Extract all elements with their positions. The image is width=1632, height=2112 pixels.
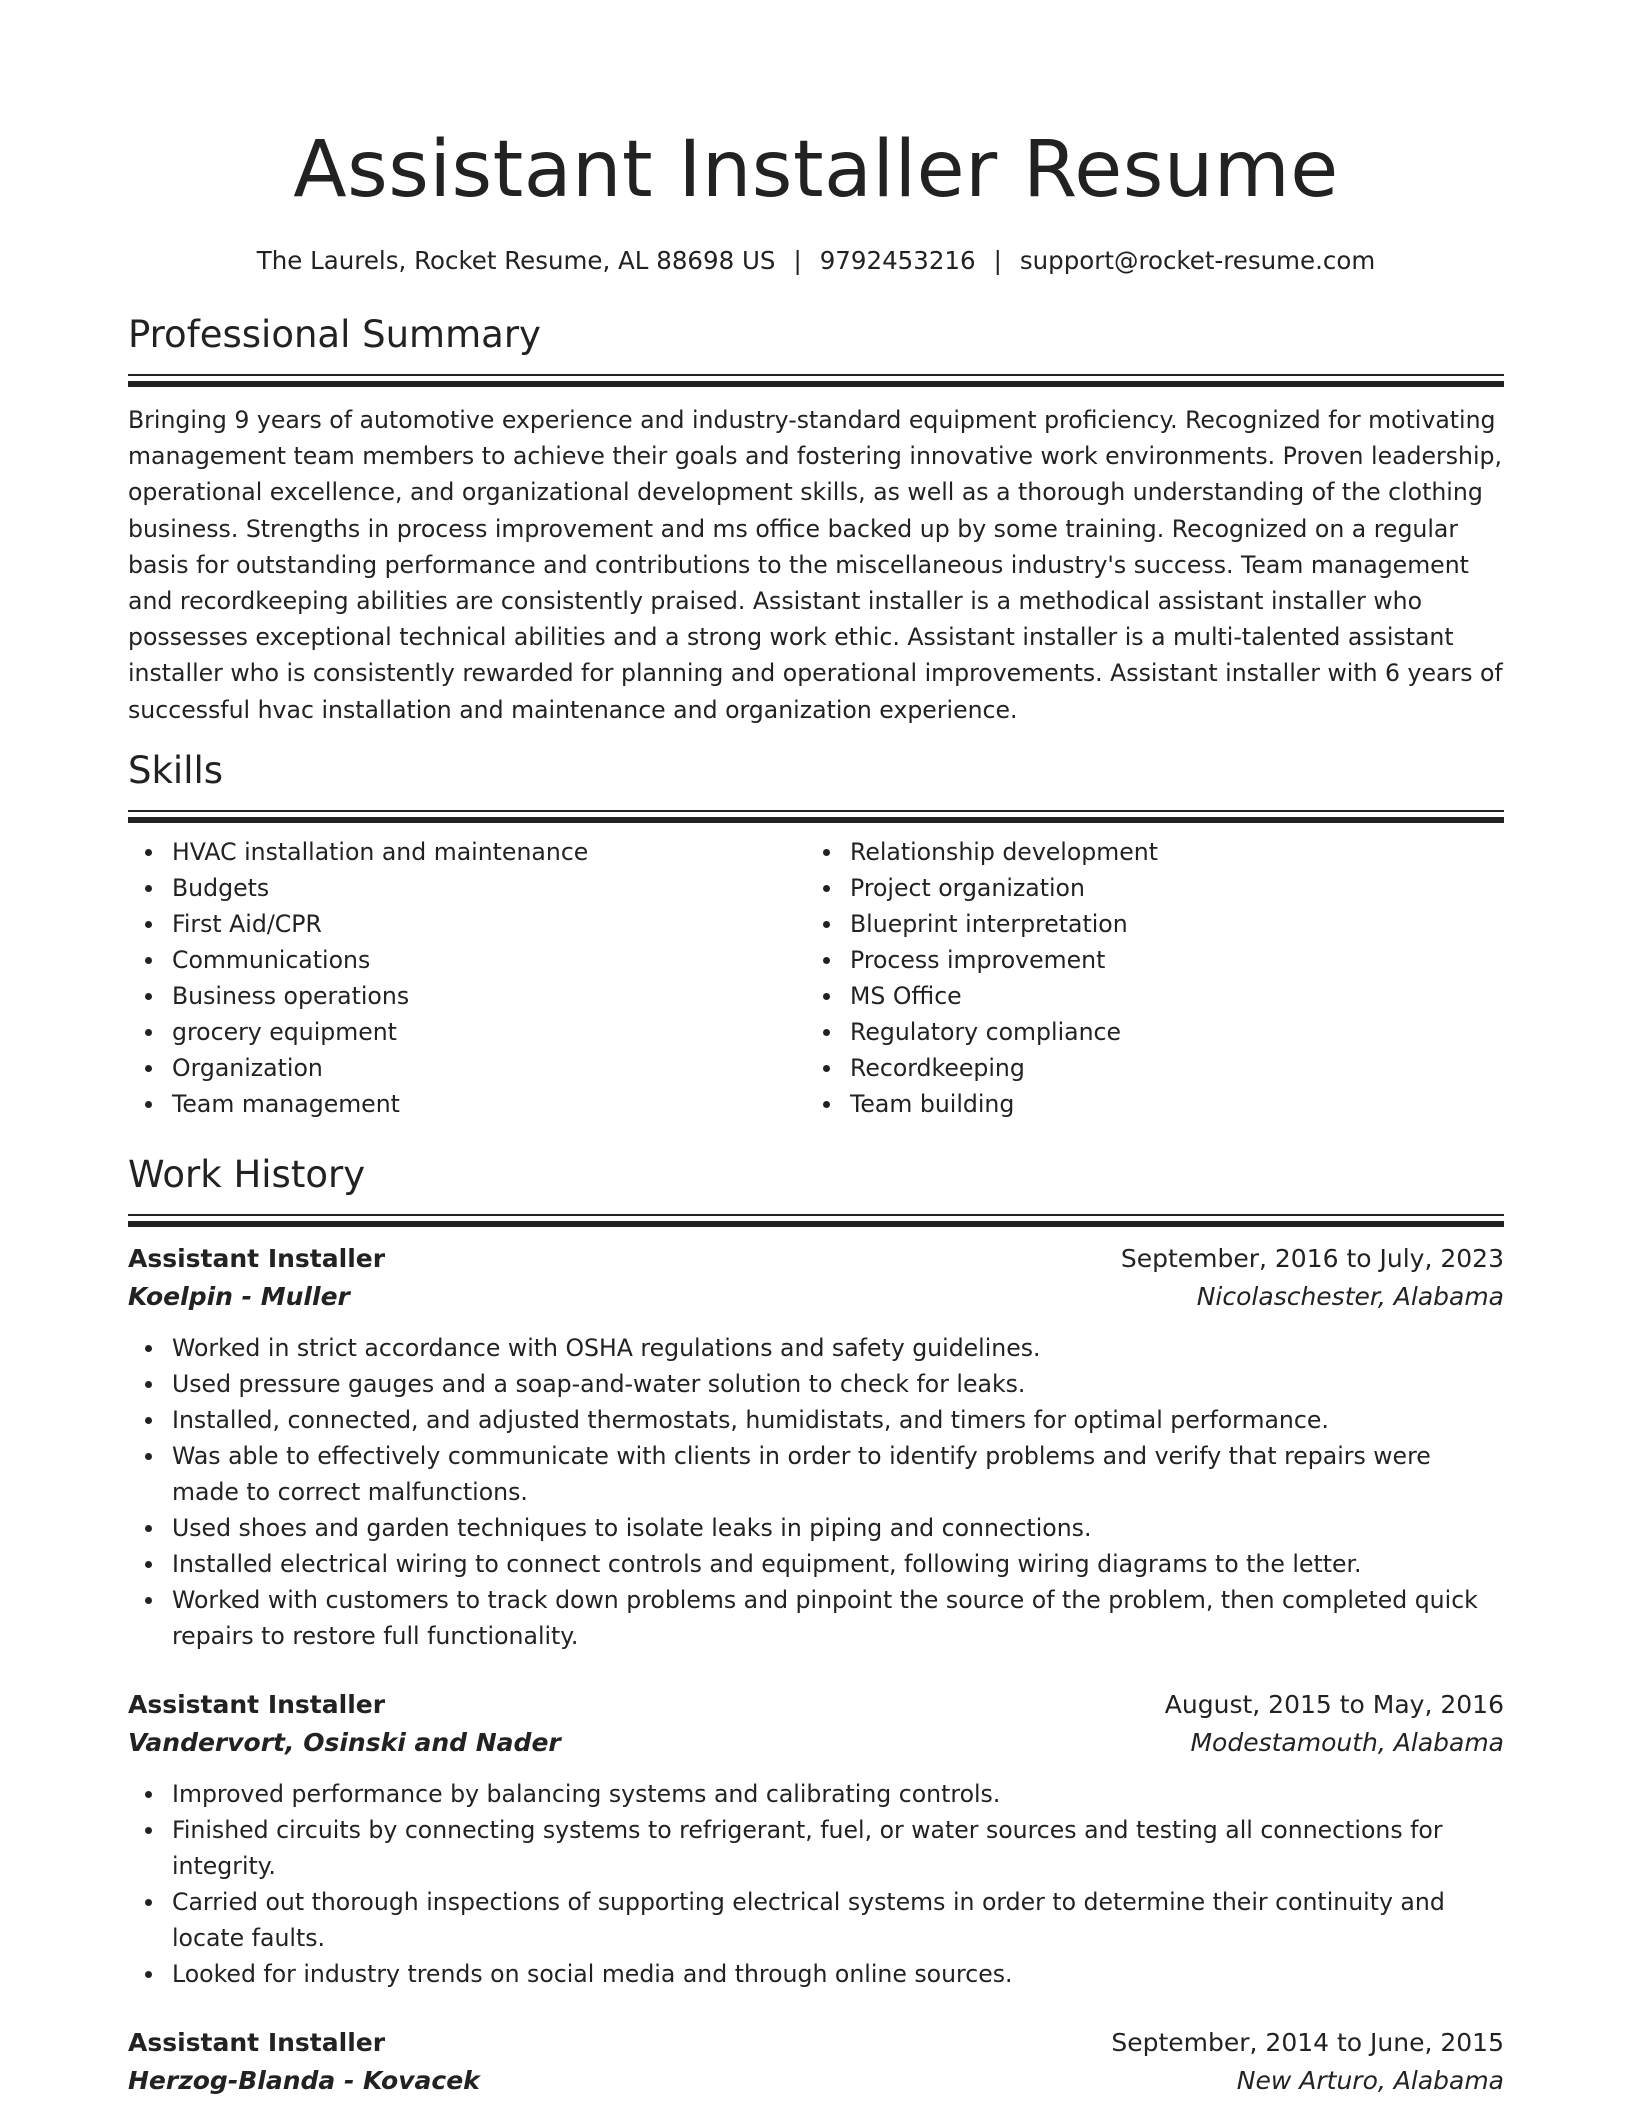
skill-item: Team management	[172, 1086, 806, 1122]
contact-address: The Laurels, Rocket Resume, AL 88698 US	[256, 246, 776, 275]
skill-item: Process improvement	[850, 942, 1484, 978]
job-entry	[128, 1686, 1504, 1992]
job-bullet: Carried out thorough inspections of supporting electrical systems in order to determine their continuity and locate faults.	[172, 1884, 1504, 1956]
skills-column-right	[806, 834, 1484, 1122]
job-bullet: Used shoes and garden techniques to isolate leaks in piping and connections.	[172, 1510, 1504, 1546]
skill-item: HVAC installation and maintenance	[172, 834, 806, 870]
contact-phone: 9792453216	[819, 246, 976, 275]
skills-column-left	[128, 834, 806, 1122]
skill-item: Project organization	[850, 870, 1484, 906]
skill-item: First Aid/CPR	[172, 906, 806, 942]
job-header-row	[128, 1240, 1504, 1278]
job-dates: September, 2016 to July, 2023	[1120, 1243, 1504, 1273]
job-title: Assistant Installer	[128, 1689, 386, 1719]
job-bullet: Was able to effectively communicate with clients in order to identify problems and verify that repairs were made to correct malfunctions.	[172, 1438, 1504, 1510]
contact-separator: |	[793, 246, 802, 275]
job-subheader-row	[128, 1278, 1504, 1316]
job-subheader-row	[128, 1724, 1504, 1762]
skill-item: Organization	[172, 1050, 806, 1086]
skill-item: MS Office	[850, 978, 1484, 1014]
job-entry	[128, 2024, 1504, 2100]
skill-item: Relationship development	[850, 834, 1484, 870]
job-bullet: Looked for industry trends on social media and through online sources.	[172, 1956, 1504, 1992]
job-header-row	[128, 2024, 1504, 2062]
contact-line	[128, 244, 1504, 278]
summary-section	[128, 308, 1504, 728]
section-heading-skills: Skills	[128, 748, 224, 792]
job-company: Herzog-Blanda - Kovacek	[128, 2065, 480, 2095]
section-divider	[128, 1214, 1504, 1228]
section-divider	[128, 810, 1504, 824]
job-location: New Arturo, Alabama	[1236, 2065, 1504, 2095]
skills-section	[128, 744, 1504, 1122]
work-history-section	[128, 1148, 1504, 2100]
skill-item: Blueprint interpretation	[850, 906, 1484, 942]
skill-item: Recordkeeping	[850, 1050, 1484, 1086]
section-heading-work-history: Work History	[128, 1152, 366, 1196]
skill-item: Budgets	[172, 870, 806, 906]
job-subheader-row	[128, 2062, 1504, 2100]
skill-item: Regulatory compliance	[850, 1014, 1484, 1050]
section-heading-summary: Professional Summary	[128, 313, 541, 356]
summary-text: Bringing 9 years of automotive experience and industry-standard equipment proficiency. Recognized for motivating management team members to achieve their goals and fostering innovative work environments. Proven leadership, operational excellence, and organizational development skills, as well as a thorough understanding of the clothing business. Strengths in process improvement and ms office backed up by some training. Recognized on a regular basis for outstanding performance and contributions to the miscellaneous industry's success. Team management and recordkeeping abilities are consistently praised. Assistant installer is a methodical assistant installer who possesses exceptional technical abilities and a strong work ethic. Assistant installer is a multi-talented assistant installer who is consistently rewarded for planning and operational improvements. Assistant installer with 6 years of successful hvac installation and maintenance and organization experience.	[128, 406, 1503, 724]
job-bullet: Installed electrical wiring to connect controls and equipment, following wiring diagrams to the letter.	[172, 1546, 1504, 1582]
job-bullet: Worked in strict accordance with OSHA regulations and safety guidelines.	[172, 1330, 1504, 1366]
job-bullet: Installed, connected, and adjusted thermostats, humidistats, and timers for optimal performance.	[172, 1402, 1504, 1438]
job-dates: September, 2014 to June, 2015	[1111, 2027, 1504, 2057]
skills-list	[128, 834, 1504, 1122]
job-bullet: Used pressure gauges and a soap-and-water solution to check for leaks.	[172, 1366, 1504, 1402]
job-header-row	[128, 1686, 1504, 1724]
resume-page	[128, 0, 1504, 2100]
job-entry	[128, 1240, 1504, 1654]
skill-item: Communications	[172, 942, 806, 978]
job-bullets	[128, 1330, 1504, 1654]
skill-item: Team building	[850, 1086, 1484, 1122]
contact-email: support@rocket-resume.com	[1019, 246, 1376, 275]
job-title: Assistant Installer	[128, 2027, 386, 2057]
section-divider	[128, 374, 1504, 388]
job-bullet: Improved performance by balancing systems and calibrating controls.	[172, 1776, 1504, 1812]
job-bullets	[128, 1776, 1504, 1992]
job-company: Koelpin - Muller	[128, 1281, 350, 1311]
page-title: Assistant Installer Resume	[293, 125, 1339, 215]
skill-item: grocery equipment	[172, 1014, 806, 1050]
job-location: Modestamouth, Alabama	[1190, 1727, 1504, 1757]
job-bullet: Finished circuits by connecting systems to refrigerant, fuel, or water sources and testing all connections for integrity.	[172, 1812, 1504, 1884]
job-title: Assistant Installer	[128, 1243, 386, 1273]
job-location: Nicolaschester, Alabama	[1196, 1281, 1504, 1311]
job-company: Vandervort, Osinski and Nader	[128, 1727, 561, 1757]
job-bullet: Worked with customers to track down problems and pinpoint the source of the problem, then completed quick repairs to restore full functionality.	[172, 1582, 1504, 1654]
contact-separator: |	[993, 246, 1002, 275]
job-dates: August, 2015 to May, 2016	[1164, 1689, 1504, 1719]
skill-item: Business operations	[172, 978, 806, 1014]
